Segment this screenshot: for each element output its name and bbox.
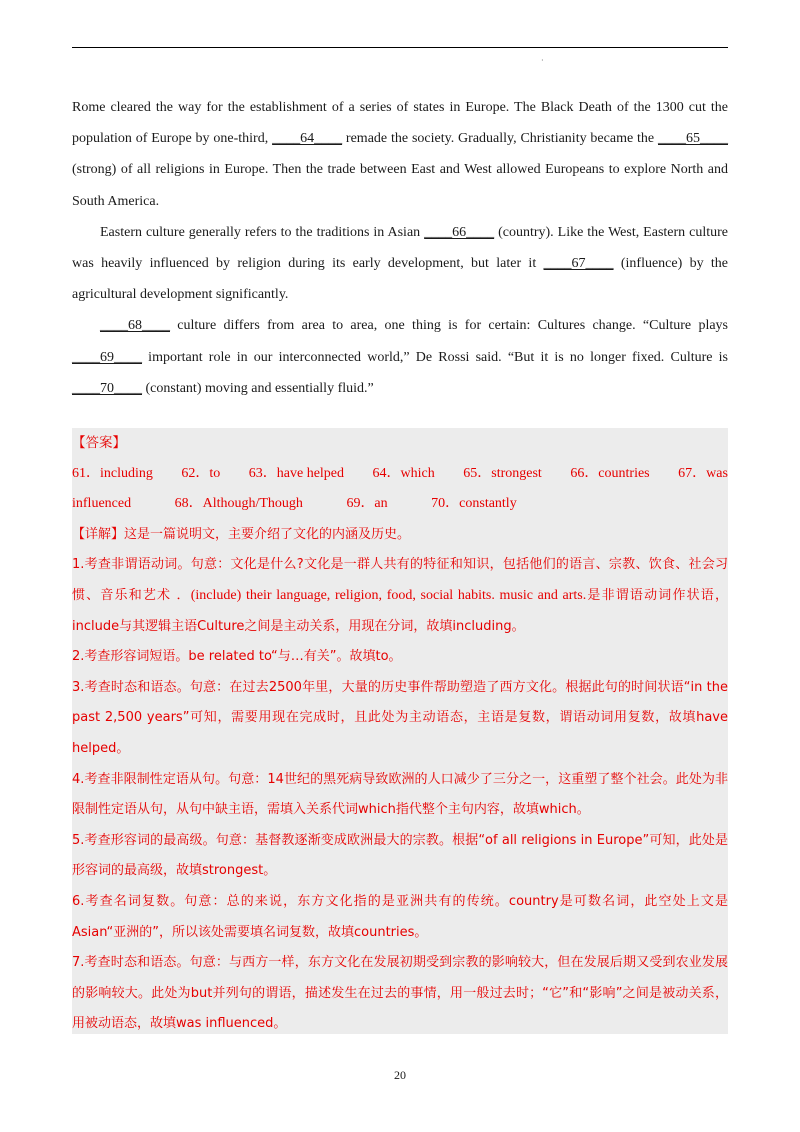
explanation-3: 3.考查时态和语态。句意：在过去2500年里，大量的历史事件帮助塑造了西方文化。根据此句的时间状语“in the past 2,500 years”可知，需要用现在完成时，且此处为主动语态，主语是复数，谓语动词用复数，故填have helped。 [72, 679, 728, 756]
blank-68: ____68____ [100, 318, 170, 334]
answer-key-68: 68．Although/Though [174, 496, 303, 512]
answer-key-70: 70．constantly [431, 496, 517, 512]
blank-69: ____69____ [72, 349, 142, 365]
answer-key-61: 61．including [72, 465, 153, 481]
blank-66: ____66____ [424, 224, 495, 240]
explanation-7: 7.考查时态和语态。句意：与西方一样，东方文化在发展初期受到宗教的影响较大，但在发展后期又受到农业发展的影响较大。此处为but并列句的谓语，描述发生在过去的事情，用一般过去时；“它”和“影响”之间是被动关系，用被动语态，故填was influenced。 [72, 955, 728, 1032]
header-rule [72, 47, 728, 48]
answer-key-69: 69．an [346, 496, 388, 512]
answer-key-67-cont: influenced [72, 496, 132, 512]
header-dot: · [541, 56, 544, 65]
answer-section [72, 428, 728, 1040]
explanation-2: 2.考查形容词短语。be related to“与…有关”。故填to。 [72, 649, 402, 665]
detail-intro: 【详解】这是一篇说明文，主要介绍了文化的内涵及历史。 [72, 526, 411, 542]
answer-key-64: 64．which [372, 465, 435, 481]
explanation-4: 4.考查非限制性定语从句。句意：14世纪的黑死病导致欧洲的人口减少了三分之一，这重塑了整个社会。此处为非限制性定语从句，从句中缺主语，需填入关系代词which指代整个主句内容，故填which。 [72, 771, 728, 818]
answer-key-65: 65．strongest [463, 465, 542, 481]
page-number: 20 [394, 1068, 406, 1082]
passage [72, 92, 728, 404]
explanation-1: 1.考查非谓语动词。句意：文化是什么?文化是一群人共有的特征和知识，包括他们的语言、宗教、饮食、社会习惯、音乐和艺术 ．(include) their language, religion, food, social habits. music and arts.是非谓语动词作状语，include与其逻辑主语Culture之间是主动关系，用现在分词，故填including。 [72, 557, 728, 634]
answer-key-66: 66．countries [570, 465, 650, 481]
passage-paragraph-1: Rome cleared the way for the establishment of a series of states in Europe. The Black Death of the 1300 cut the population of Europe by one-third, ____64____ remade the society. Gradually, Christianity became the ____65____ (strong) of all religions in Europe. Then the trade between East and West allowed Europeans to explore North and South America. [72, 100, 728, 209]
answer-keys-row-1 [72, 459, 728, 490]
blank-65: ____65____ [658, 131, 728, 147]
passage-paragraph-2: Eastern culture generally refers to the traditions in Asian ____66____ (country). Like the West, Eastern culture was heavily influenced by religion during its early development, but later it ____67____ (influence) by the agricultural development significantly. [72, 224, 728, 303]
blank-70: ____70____ [72, 380, 142, 396]
answer-heading: 【答案】 [72, 435, 126, 451]
blank-67: ____67____ [543, 256, 614, 272]
answer-key-63: 63．have helped [248, 465, 345, 481]
answer-key-67: 67．was [678, 465, 728, 481]
explanation-5: 5.考查形容词的最高级。句意：基督教逐渐变成欧洲最大的宗教。根据“of all religions in Europe”可知，此处是形容词的最高级，故填strongest。 [72, 832, 728, 879]
blank-64: ____64____ [272, 131, 343, 147]
answer-key-62: 62．to [181, 465, 221, 481]
passage-paragraph-3: ____68____ culture differs from area to area, one thing is for certain: Cultures change. “Culture plays ____69____ important role in our interconnected world,” De Rossi said. “But it is no longer fixed. Culture is ____70____ (constant) moving and essentially fluid.” [72, 318, 728, 396]
answer-keys-row-2 [72, 489, 728, 520]
explanation-6: 6.考查名词复数。句意：总的来说，东方文化指的是亚洲共有的传统。country是可数名词，此空处上文是Asian“亚洲的”，所以该处需要填名词复数，故填countries。 [72, 893, 728, 940]
